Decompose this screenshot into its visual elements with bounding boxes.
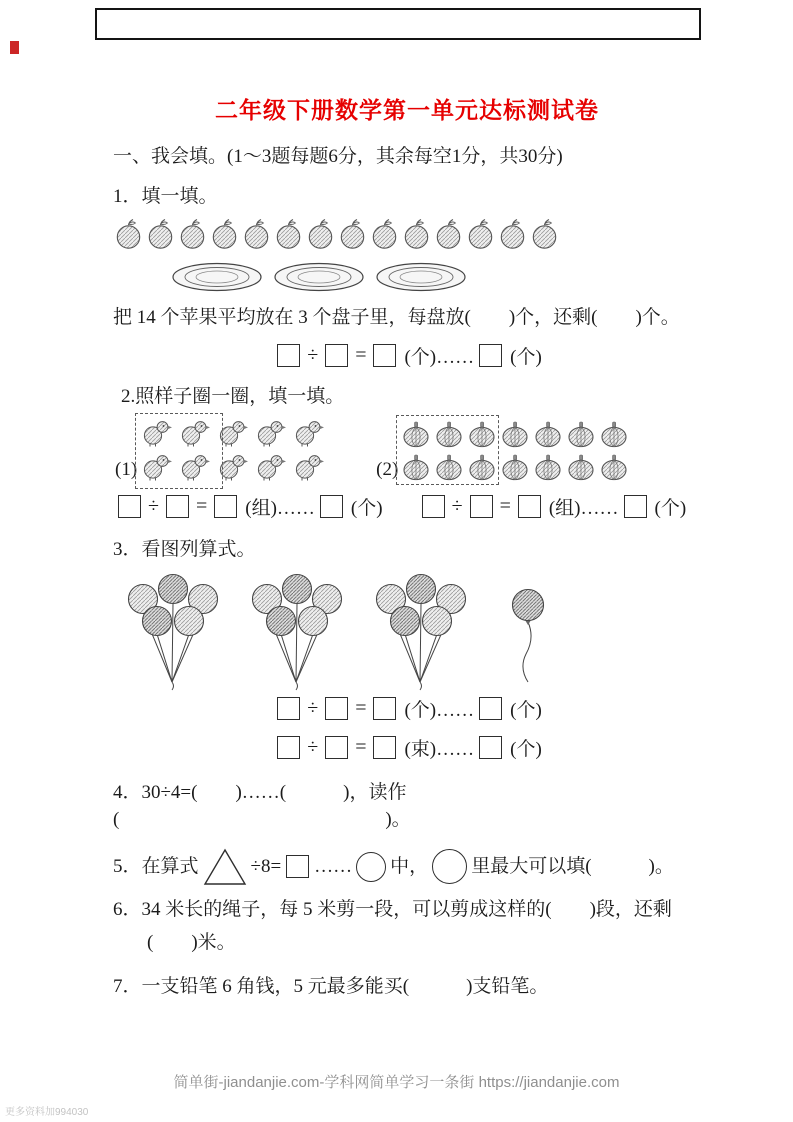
unit-label: (组)……: [548, 498, 619, 520]
pumpkin-grid: [401, 420, 632, 481]
question-2-groups: [115, 418, 701, 481]
apple-icon: [209, 218, 240, 250]
apple-icon: [433, 218, 464, 250]
section-heading: 一、我会填。(1～3题每题6分，其余每空1分，共30分): [113, 146, 563, 167]
apple-icon: [113, 218, 144, 250]
chick-icon: [254, 418, 287, 447]
divide-sign: ÷: [307, 735, 319, 758]
answer-box-quotient: [286, 855, 309, 878]
chick-icon: [216, 418, 249, 447]
plate-row: [113, 260, 701, 294]
answer-box-remainder: [624, 495, 647, 518]
question-6-line-1: 6．34 米长的绳子，每 5 米剪一段，可以剪成这样的( )段，还剩: [113, 898, 672, 920]
question-2-label: 2.照样子圈一圈，填一填。: [121, 385, 345, 407]
divide-sign: ÷: [307, 343, 319, 366]
question-5-text-1: 5．在算式: [113, 856, 199, 878]
question-5-text-4: 里最大可以填( )。: [471, 856, 674, 878]
apple-icon: [177, 218, 208, 250]
pumpkin-icon: [599, 420, 629, 448]
page-border-frame: [95, 8, 701, 40]
equals-sign: =: [355, 696, 367, 719]
pumpkin-icon: [533, 420, 563, 448]
chick-grid: [140, 418, 330, 481]
answer-box-quotient: [518, 495, 541, 518]
plate-icon: [375, 260, 467, 294]
question-6-line-2: ( )米。: [147, 932, 236, 954]
chick-icon: [292, 418, 325, 447]
unit-label: (个): [510, 738, 542, 760]
answer-box-dividend: [422, 495, 445, 518]
pumpkin-icon: [467, 420, 497, 448]
pumpkin-icon: [434, 453, 464, 481]
red-corner-mark: [10, 41, 19, 54]
pumpkin-icon: [434, 420, 464, 448]
apple-icon: [529, 218, 560, 250]
apple-icon: [465, 218, 496, 250]
pumpkin-icon: [566, 420, 596, 448]
apple-icon: [241, 218, 272, 250]
unit-label: (束)……: [404, 738, 475, 760]
answer-box-divisor: [325, 344, 348, 367]
plate-icon: [273, 260, 365, 294]
pumpkin-icon: [500, 453, 530, 481]
pumpkin-icon: [467, 453, 497, 481]
divide-sign: ÷: [451, 495, 463, 518]
answer-box-quotient: [373, 736, 396, 759]
unit-label: (个)……: [404, 346, 475, 368]
chick-icon: [216, 452, 249, 481]
balloon-bunch: [113, 572, 231, 692]
apple-icon: [305, 218, 336, 250]
watermark-text: 更多资料加994030: [5, 1107, 89, 1118]
unit-label: (个)……: [404, 699, 475, 721]
chick-icon: [140, 452, 173, 481]
pumpkin-icon: [566, 453, 596, 481]
question-3-formula-2: [272, 734, 542, 761]
answer-box-remainder: [479, 344, 502, 367]
balloon-illustration: [113, 572, 701, 693]
apple-icon: [401, 218, 432, 250]
question-3-formula-1: [272, 695, 542, 722]
pumpkin-icon: [401, 420, 431, 448]
chick-icon: [254, 452, 287, 481]
answer-box-remainder: [320, 495, 343, 518]
pumpkin-icon: [401, 453, 431, 481]
group-2-label: (2): [376, 459, 399, 481]
page-title: 二年级下册数学第一单元达标测试卷: [215, 98, 599, 123]
single-balloon-icon: [505, 584, 551, 688]
apple-icon: [369, 218, 400, 250]
answer-box-divisor: [325, 736, 348, 759]
apple-icon: [145, 218, 176, 250]
chick-icon: [140, 418, 173, 447]
chick-icon: [178, 418, 211, 447]
triangle-shape: [203, 848, 247, 886]
answer-box-remainder: [479, 697, 502, 720]
unit-label: (个): [350, 498, 383, 520]
paper-content: [113, 92, 701, 1000]
footer-site-text: 简单街-jiandanjie.com-学科网简单学习一条街 https://jiandanjie.com: [173, 1074, 620, 1091]
apple-icon: [273, 218, 304, 250]
single-balloon: [505, 584, 551, 693]
balloon-bunches: [113, 572, 479, 692]
question-1-statement: 把 14 个苹果平均放在 3 个盘子里，每盘放( )个，还剩( )个。: [113, 307, 680, 329]
question-4-text: 4．30÷4=( )……( )，读作( )。: [113, 781, 411, 831]
circle-shape: [356, 852, 386, 882]
answer-box-dividend: [277, 736, 300, 759]
answer-box-quotient: [373, 344, 396, 367]
pumpkin-icon: [533, 453, 563, 481]
equals-sign: =: [499, 495, 511, 518]
answer-box-remainder: [479, 736, 502, 759]
answer-box-divisor: [470, 495, 493, 518]
answer-box-dividend: [277, 697, 300, 720]
chick-icon: [292, 452, 325, 481]
question-2-formula-1: [113, 493, 383, 520]
group-2: [376, 418, 632, 481]
answer-box-dividend: [118, 495, 141, 518]
equals-sign: =: [355, 735, 367, 758]
question-2-formula-2: [417, 493, 687, 520]
pumpkin-icon: [599, 453, 629, 481]
equals-sign: =: [195, 495, 208, 518]
question-1-formula: [272, 342, 542, 369]
balloon-bunch: [237, 572, 355, 692]
divide-sign: ÷: [148, 495, 159, 518]
unit-label: (个): [654, 498, 687, 520]
pumpkin-icon: [500, 420, 530, 448]
divide-sign: ÷: [307, 696, 319, 719]
answer-box-divisor: [166, 495, 189, 518]
question-5-text-3: 中，: [390, 856, 429, 878]
unit-label: (个): [510, 699, 542, 721]
question-5-dots: ……: [314, 856, 353, 878]
answer-box-quotient: [214, 495, 237, 518]
chick-icon: [178, 452, 211, 481]
group-1-label: (1): [115, 459, 138, 481]
group-1: [115, 418, 330, 481]
apple-icon: [497, 218, 528, 250]
balloon-bunch: [361, 572, 479, 692]
plate-icon: [171, 260, 263, 294]
unit-label: (组)……: [245, 498, 315, 520]
question-5-line: [113, 848, 701, 886]
equals-sign: =: [355, 343, 367, 366]
question-7-text: 7．一支铅笔 6 角钱，5 元最多能买( )支铅笔。: [113, 975, 549, 997]
answer-box-divisor: [325, 697, 348, 720]
circle-shape: [432, 849, 467, 884]
unit-label: (个): [510, 346, 542, 368]
answer-box-quotient: [373, 697, 396, 720]
apple-row: [113, 218, 701, 250]
question-1-label: 1．填一填。: [113, 185, 218, 207]
question-5-text-2: ÷8=: [250, 856, 282, 878]
apple-icon: [337, 218, 368, 250]
question-2-formulas: [113, 493, 701, 520]
answer-box-dividend: [277, 344, 300, 367]
question-3-label: 3．看图列算式。: [113, 539, 256, 561]
